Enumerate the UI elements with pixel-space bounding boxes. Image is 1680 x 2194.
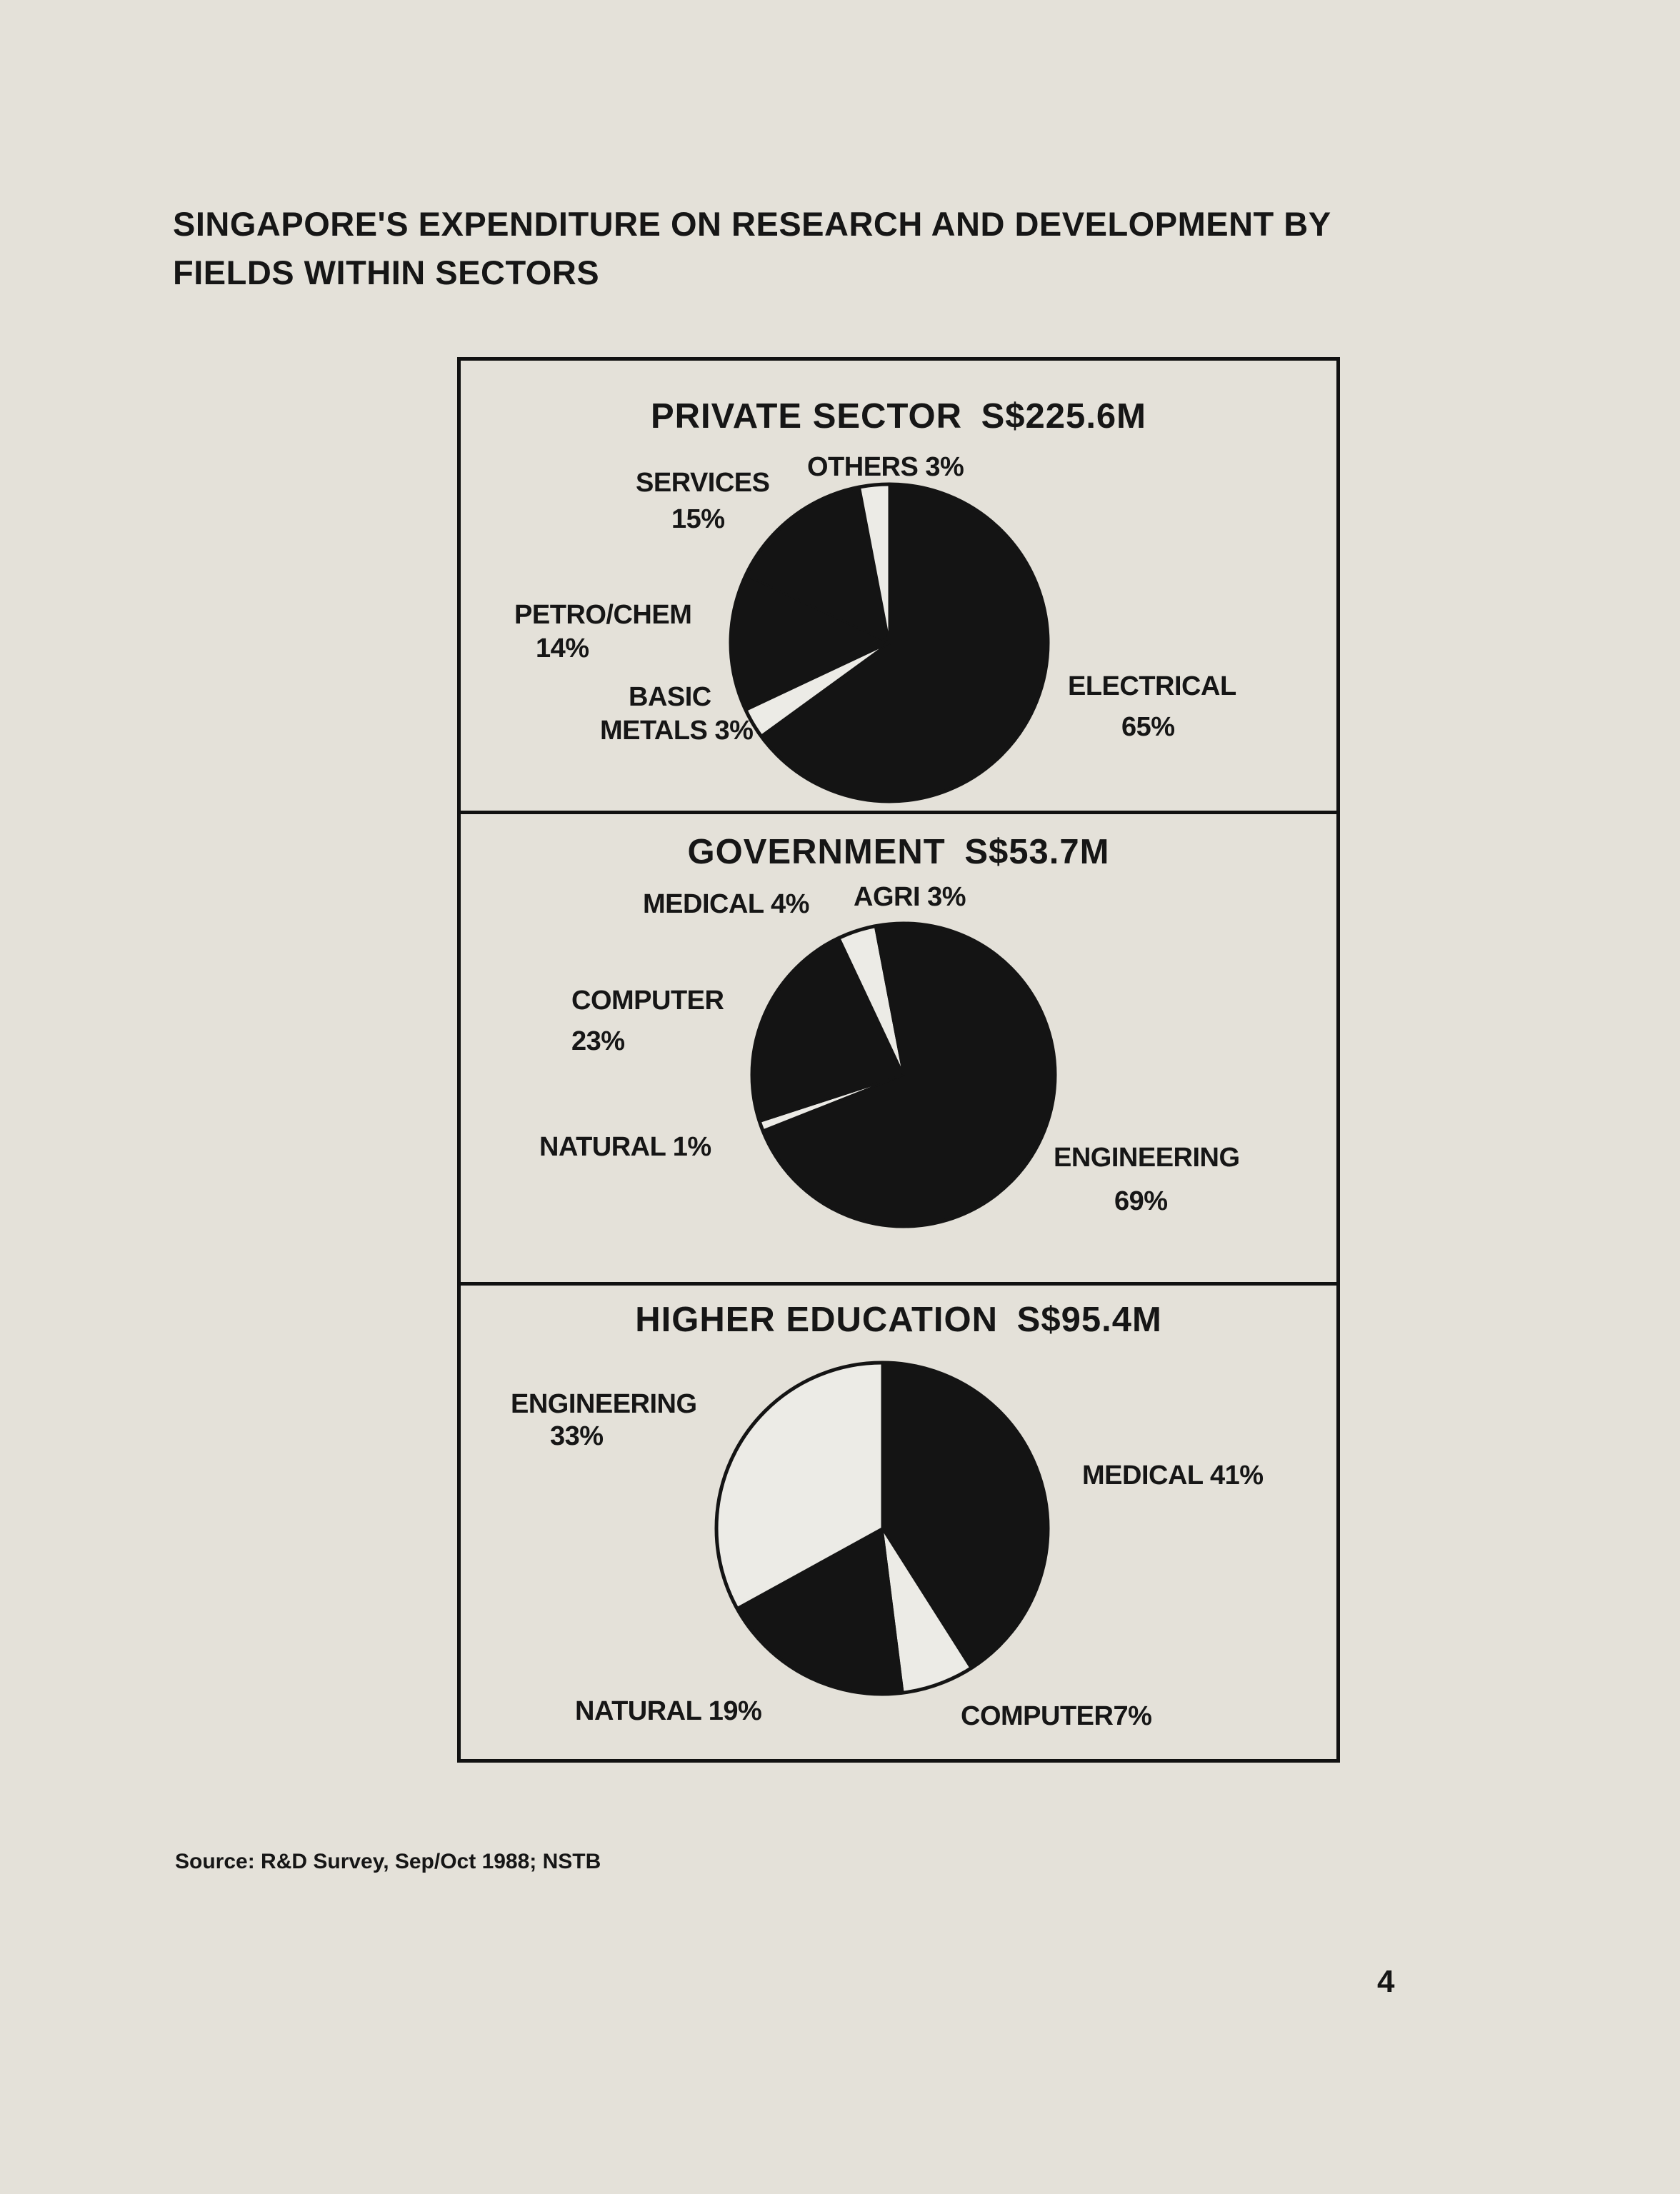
chart-panels (457, 357, 1340, 1763)
label-medical-gov: MEDICAL 4% (643, 889, 809, 919)
label-electrical: ELECTRICAL 65% (1068, 671, 1236, 742)
label-computer-he: COMPUTER7% (961, 1701, 1152, 1731)
government-total: S$53.7M (964, 833, 1110, 871)
private-sector-total: S$225.6M (981, 397, 1146, 436)
private-sector-pie (725, 479, 1054, 807)
government-panel (461, 811, 1336, 1286)
government-title-label: GOVERNMENT (687, 833, 946, 871)
label-natural-gov: NATURAL 1% (539, 1132, 711, 1162)
page-number: 4 (1377, 1964, 1395, 1999)
private-sector-title (461, 396, 1336, 436)
higher-education-panel (461, 1282, 1336, 1763)
label-medical-he: MEDICAL 41% (1082, 1461, 1264, 1491)
label-engineering-he: ENGINEERING 33% (511, 1389, 697, 1451)
label-agri: AGRI 3% (854, 882, 966, 912)
government-pie (746, 918, 1061, 1232)
label-computer-gov: COMPUTER 23% (571, 986, 724, 1056)
label-others: OTHERS 3% (807, 452, 964, 482)
government-title (461, 832, 1336, 872)
higher-education-title-label: HIGHER EDUCATION (635, 1301, 999, 1339)
higher-education-title (461, 1300, 1336, 1340)
label-natural-he: NATURAL 19% (575, 1696, 762, 1726)
page-title (173, 200, 1530, 297)
private-sector-panel (461, 361, 1336, 811)
label-petro-chem: PETRO/CHEM 14% (514, 600, 692, 663)
page-title-line-2: FIELDS WITHIN SECTORS (173, 254, 600, 291)
label-services: SERVICES 15% (636, 468, 770, 534)
higher-education-total: S$95.4M (1016, 1301, 1162, 1339)
label-basic-metals: BASIC METALS 3% (600, 682, 754, 746)
page-title-line-1: SINGAPORE'S EXPENDITURE ON RESEARCH AND DEVELOPMENT BY (173, 205, 1331, 243)
label-engineering-gov: ENGINEERING 69% (1054, 1143, 1240, 1216)
source-note: Source: R&D Survey, Sep/Oct 1988; NSTB (175, 1850, 601, 1873)
higher-education-pie (711, 1357, 1054, 1700)
private-sector-title-label: PRIVATE SECTOR (650, 397, 962, 436)
